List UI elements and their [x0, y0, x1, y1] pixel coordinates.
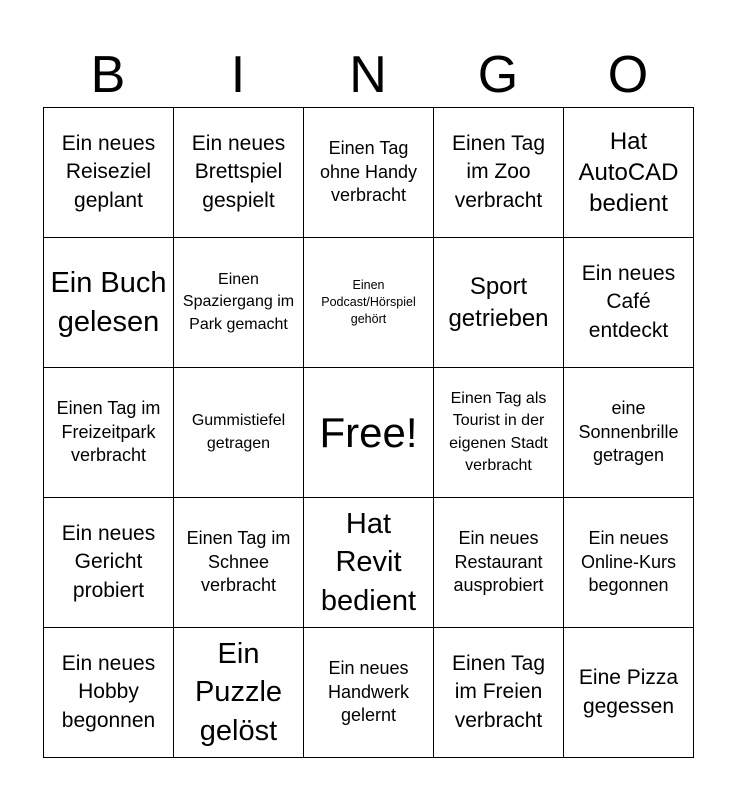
- bingo-cell-r5-c5[interactable]: [564, 628, 694, 758]
- bingo-cell-r1-c2[interactable]: [174, 108, 304, 238]
- cell-text: Ein neues Gericht probiert: [61, 521, 156, 602]
- cell-text: Ein neues Restaurant ausprobiert: [453, 528, 544, 596]
- header-letter-b: B: [90, 46, 126, 104]
- cell-text: Einen Tag ohne Handy verbracht: [319, 138, 418, 206]
- bingo-cell-r3-c2[interactable]: [174, 368, 304, 498]
- bingo-cell-r4-c4[interactable]: [434, 498, 564, 628]
- bingo-grid: [43, 107, 694, 758]
- cell-text: Einen Tag im Zoo verbracht: [451, 131, 546, 212]
- cell-text: Einen Tag im Freizeitpark verbracht: [56, 398, 161, 466]
- bingo-cell-r4-c1[interactable]: [44, 498, 174, 628]
- bingo-cell-r4-c3[interactable]: [304, 498, 434, 628]
- cell-text: Sport getrieben: [448, 273, 549, 332]
- header-letter-n: N: [349, 46, 387, 104]
- cell-text: Einen Podcast/Hörspiel gehört: [321, 278, 416, 326]
- cell-text: Ein neues Café entdeckt: [581, 261, 676, 342]
- header-letter-o: O: [607, 46, 649, 104]
- header-letter-i: I: [230, 46, 246, 104]
- cell-text: Ein neues Reiseziel geplant: [61, 131, 156, 212]
- cell-text: Ein neues Brettspiel gespielt: [191, 131, 286, 212]
- bingo-cell-r2-c4[interactable]: [434, 238, 564, 368]
- cell-text: Ein Puzzle gelöst: [194, 637, 283, 747]
- bingo-cell-r3-c4[interactable]: [434, 368, 564, 498]
- bingo-cell-r4-c2[interactable]: [174, 498, 304, 628]
- bingo-cell-r3-c1[interactable]: [44, 368, 174, 498]
- cell-text: Einen Tag im Schnee verbracht: [186, 528, 291, 596]
- cell-text: Hat Revit bedient: [320, 507, 417, 617]
- bingo-cell-r5-c4[interactable]: [434, 628, 564, 758]
- cell-text: Hat AutoCAD bedient: [578, 127, 679, 218]
- cell-text: Ein neues Hobby begonnen: [61, 651, 156, 732]
- cell-text: Gummistiefel getragen: [191, 412, 286, 452]
- bingo-cell-r3-c3-free[interactable]: [304, 368, 434, 498]
- bingo-cell-r1-c5[interactable]: [564, 108, 694, 238]
- free-space-label: Free!: [319, 408, 418, 456]
- bingo-cell-r3-c5[interactable]: [564, 368, 694, 498]
- cell-text: Ein neues Online-Kurs begonnen: [580, 528, 677, 596]
- cell-text: Eine Pizza gegessen: [578, 666, 679, 718]
- header-letter-g: G: [477, 46, 519, 104]
- bingo-cell-r1-c3[interactable]: [304, 108, 434, 238]
- bingo-cell-r2-c2[interactable]: [174, 238, 304, 368]
- cell-text: Einen Tag im Freien verbracht: [451, 651, 546, 732]
- bingo-cell-r5-c3[interactable]: [304, 628, 434, 758]
- cell-text: Ein neues Handwerk gelernt: [327, 658, 410, 726]
- bingo-cell-r2-c1[interactable]: [44, 238, 174, 368]
- bingo-cell-r5-c2[interactable]: [174, 628, 304, 758]
- cell-text: eine Sonnenbrille getragen: [578, 398, 679, 466]
- bingo-cell-r2-c5[interactable]: [564, 238, 694, 368]
- bingo-cell-r4-c5[interactable]: [564, 498, 694, 628]
- bingo-cell-r1-c4[interactable]: [434, 108, 564, 238]
- cell-text: Ein Buch gelesen: [50, 266, 167, 338]
- cell-text: Einen Tag als Tourist in der eigenen Stadt verbracht: [449, 389, 548, 474]
- cell-text: Einen Spaziergang im Park gemacht: [182, 270, 295, 333]
- bingo-cell-r1-c1[interactable]: [44, 108, 174, 238]
- bingo-cell-r5-c1[interactable]: [44, 628, 174, 758]
- bingo-cell-r2-c3[interactable]: [304, 238, 434, 368]
- bingo-header: [43, 44, 693, 106]
